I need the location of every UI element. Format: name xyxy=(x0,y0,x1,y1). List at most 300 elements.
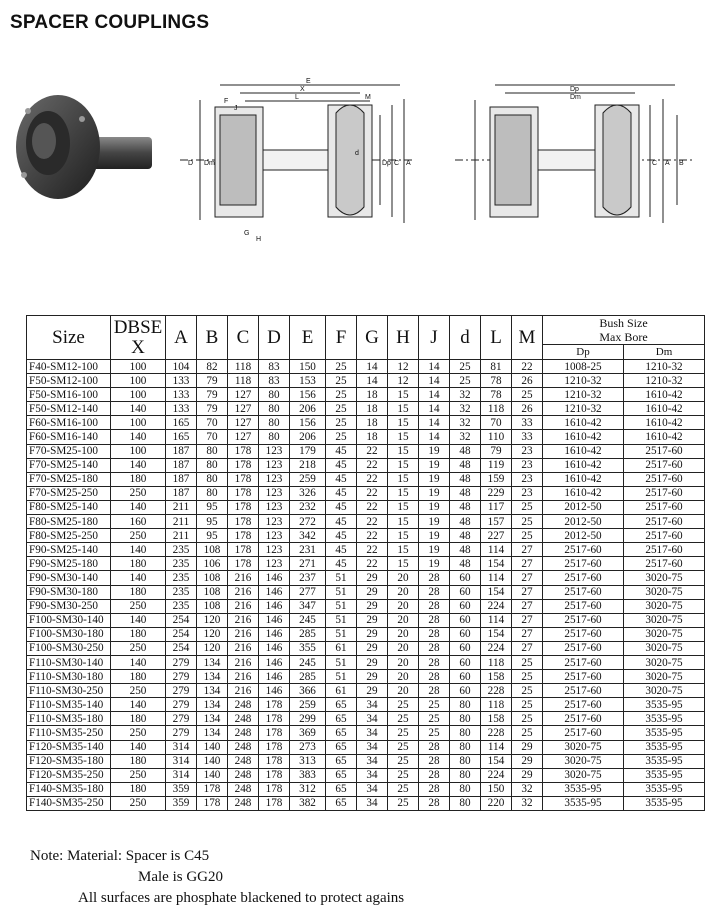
table-cell: 14 xyxy=(419,360,450,374)
table-cell: 134 xyxy=(197,655,228,669)
table-cell: 1610-42 xyxy=(624,430,705,444)
table-cell: 250 xyxy=(111,726,166,740)
table-cell: 14 xyxy=(357,374,388,388)
table-cell: 216 xyxy=(228,684,259,698)
table-cell: 216 xyxy=(228,571,259,585)
table-cell: 133 xyxy=(166,402,197,416)
table-cell: 1610-42 xyxy=(543,458,624,472)
table-cell: 106 xyxy=(197,557,228,571)
table-cell: 60 xyxy=(450,599,481,613)
table-cell: 51 xyxy=(326,613,357,627)
table-row xyxy=(27,515,705,529)
table-cell: 23 xyxy=(512,444,543,458)
table-cell: 271 xyxy=(290,557,326,571)
table-cell: 108 xyxy=(197,585,228,599)
table-cell: 19 xyxy=(419,472,450,486)
table-cell: 80 xyxy=(450,754,481,768)
table-cell: 80 xyxy=(197,444,228,458)
table-row xyxy=(27,416,705,430)
page-title: SPACER COUPLINGS xyxy=(10,12,210,33)
cell-size: F140-SM35-250 xyxy=(27,796,111,810)
table-cell: 180 xyxy=(111,712,166,726)
table-cell: 27 xyxy=(512,557,543,571)
table-cell: 28 xyxy=(419,571,450,585)
table-row xyxy=(27,627,705,641)
table-cell: 235 xyxy=(166,599,197,613)
table-cell: 2517-60 xyxy=(543,571,624,585)
table-cell: 28 xyxy=(419,655,450,669)
table-cell: 60 xyxy=(450,641,481,655)
table-cell: 3535-95 xyxy=(624,698,705,712)
table-cell: 95 xyxy=(197,500,228,514)
table-cell: 14 xyxy=(419,388,450,402)
table-cell: 65 xyxy=(326,712,357,726)
table-cell: 229 xyxy=(481,486,512,500)
table-cell: 250 xyxy=(111,684,166,698)
table-cell: 20 xyxy=(388,571,419,585)
table-cell: 123 xyxy=(259,557,290,571)
table-cell: 216 xyxy=(228,627,259,641)
table-cell: 28 xyxy=(419,782,450,796)
table-cell: 114 xyxy=(481,543,512,557)
table-cell: 3535-95 xyxy=(624,796,705,810)
table-cell: 32 xyxy=(450,402,481,416)
cell-size: F90-SM30-140 xyxy=(27,571,111,585)
table-cell: 245 xyxy=(290,613,326,627)
table-cell: 32 xyxy=(450,430,481,444)
cell-size: F140-SM35-180 xyxy=(27,782,111,796)
table-cell: 20 xyxy=(388,641,419,655)
label-dm: Dm xyxy=(204,160,215,167)
table-cell: 28 xyxy=(419,796,450,810)
table-cell: 22 xyxy=(357,557,388,571)
table-cell: 178 xyxy=(259,698,290,712)
table-cell: 25 xyxy=(326,374,357,388)
coupling-photo xyxy=(10,85,160,215)
table-cell: 123 xyxy=(259,458,290,472)
table-cell: 279 xyxy=(166,684,197,698)
table-cell: 29 xyxy=(357,571,388,585)
table-cell: 216 xyxy=(228,670,259,684)
table-cell: 180 xyxy=(111,585,166,599)
table-cell: 187 xyxy=(166,444,197,458)
table-cell: 32 xyxy=(512,796,543,810)
table-cell: 25 xyxy=(450,374,481,388)
table-cell: 248 xyxy=(228,698,259,712)
header-d: D xyxy=(259,316,290,360)
cell-size: F70-SM25-140 xyxy=(27,458,111,472)
table-cell: 206 xyxy=(290,402,326,416)
table-row xyxy=(27,402,705,416)
table-cell: 165 xyxy=(166,416,197,430)
table-row xyxy=(27,796,705,810)
table-row xyxy=(27,571,705,585)
header-l: L xyxy=(481,316,512,360)
cell-size: F50-SM12-140 xyxy=(27,402,111,416)
table-cell: 78 xyxy=(481,388,512,402)
table-cell: 25 xyxy=(512,388,543,402)
cell-size: F70-SM25-250 xyxy=(27,486,111,500)
table-cell: 2517-60 xyxy=(543,627,624,641)
table-cell: 134 xyxy=(197,712,228,726)
table-cell: 81 xyxy=(481,360,512,374)
table-cell: 285 xyxy=(290,627,326,641)
cell-size: F110-SM35-180 xyxy=(27,712,111,726)
table-cell: 48 xyxy=(450,500,481,514)
table-row xyxy=(27,529,705,543)
table-row xyxy=(27,430,705,444)
table-cell: 80 xyxy=(259,388,290,402)
table-cell: 19 xyxy=(419,515,450,529)
table-cell: 114 xyxy=(481,613,512,627)
table-cell: 3020-75 xyxy=(543,740,624,754)
table-cell: 2517-60 xyxy=(624,557,705,571)
table-cell: 29 xyxy=(357,585,388,599)
table-row xyxy=(27,740,705,754)
table-cell: 15 xyxy=(388,458,419,472)
table-cell: 254 xyxy=(166,627,197,641)
table-cell: 28 xyxy=(419,740,450,754)
table-cell: 80 xyxy=(259,402,290,416)
table-cell: 140 xyxy=(111,740,166,754)
table-cell: 19 xyxy=(419,557,450,571)
table-cell: 118 xyxy=(481,698,512,712)
label2-b: B xyxy=(679,160,684,167)
table-cell: 248 xyxy=(228,768,259,782)
table-cell: 70 xyxy=(197,416,228,430)
table-cell: 3020-75 xyxy=(624,571,705,585)
table-cell: 180 xyxy=(111,557,166,571)
table-row xyxy=(27,486,705,500)
table-cell: 140 xyxy=(111,698,166,712)
table-cell: 22 xyxy=(357,529,388,543)
table-cell: 146 xyxy=(259,599,290,613)
table-cell: 227 xyxy=(481,529,512,543)
table-cell: 33 xyxy=(512,430,543,444)
table-cell: 248 xyxy=(228,740,259,754)
table-cell: 216 xyxy=(228,641,259,655)
table-cell: 65 xyxy=(326,768,357,782)
table-cell: 2517-60 xyxy=(543,599,624,613)
table-cell: 180 xyxy=(111,782,166,796)
table-cell: 29 xyxy=(357,599,388,613)
table-cell: 216 xyxy=(228,599,259,613)
table-cell: 154 xyxy=(481,557,512,571)
table-cell: 25 xyxy=(512,500,543,514)
table-cell: 25 xyxy=(388,712,419,726)
cell-size: F60-SM16-140 xyxy=(27,430,111,444)
table-cell: 140 xyxy=(111,458,166,472)
table-cell: 104 xyxy=(166,360,197,374)
table-cell: 19 xyxy=(419,444,450,458)
table-cell: 272 xyxy=(290,515,326,529)
table-cell: 326 xyxy=(290,486,326,500)
table-cell: 95 xyxy=(197,529,228,543)
table-cell: 245 xyxy=(290,655,326,669)
table-cell: 45 xyxy=(326,557,357,571)
table-cell: 100 xyxy=(111,444,166,458)
table-cell: 118 xyxy=(481,402,512,416)
table-cell: 15 xyxy=(388,515,419,529)
table-cell: 25 xyxy=(388,698,419,712)
table-cell: 79 xyxy=(481,444,512,458)
table-cell: 25 xyxy=(512,726,543,740)
table-cell: 158 xyxy=(481,712,512,726)
table-cell: 216 xyxy=(228,655,259,669)
table-cell: 3535-95 xyxy=(624,740,705,754)
table-cell: 118 xyxy=(481,655,512,669)
table-cell: 20 xyxy=(388,599,419,613)
table-cell: 114 xyxy=(481,571,512,585)
table-cell: 3020-75 xyxy=(624,613,705,627)
cell-size: F120-SM35-180 xyxy=(27,754,111,768)
table-cell: 22 xyxy=(357,472,388,486)
cell-size: F110-SM35-250 xyxy=(27,726,111,740)
table-row xyxy=(27,557,705,571)
table-cell: 25 xyxy=(388,740,419,754)
cell-size: F70-SM25-100 xyxy=(27,444,111,458)
cell-size: F100-SM30-140 xyxy=(27,613,111,627)
table-cell: 220 xyxy=(481,796,512,810)
table-cell: 22 xyxy=(512,360,543,374)
table-cell: 279 xyxy=(166,712,197,726)
table-cell: 108 xyxy=(197,571,228,585)
table-cell: 34 xyxy=(357,698,388,712)
label-h: H xyxy=(256,236,262,243)
table-cell: 65 xyxy=(326,754,357,768)
table-cell: 18 xyxy=(357,416,388,430)
table-cell: 250 xyxy=(111,641,166,655)
table-row xyxy=(27,613,705,627)
table-cell: 273 xyxy=(290,740,326,754)
cell-size: F50-SM16-100 xyxy=(27,388,111,402)
table-cell: 228 xyxy=(481,684,512,698)
table-cell: 20 xyxy=(388,613,419,627)
table-cell: 146 xyxy=(259,641,290,655)
cell-size: F110-SM30-140 xyxy=(27,655,111,669)
table-row xyxy=(27,684,705,698)
table-cell: 15 xyxy=(388,388,419,402)
table-cell: 15 xyxy=(388,529,419,543)
label-f: F xyxy=(224,98,229,105)
table-cell: 3535-95 xyxy=(624,726,705,740)
table-cell: 3020-75 xyxy=(624,599,705,613)
table-cell: 1008-25 xyxy=(543,360,624,374)
header-h: H xyxy=(388,316,419,360)
table-cell: 19 xyxy=(419,529,450,543)
table-cell: 134 xyxy=(197,726,228,740)
table-cell: 20 xyxy=(388,655,419,669)
table-cell: 28 xyxy=(419,754,450,768)
header-f: F xyxy=(326,316,357,360)
table-cell: 1210-32 xyxy=(624,374,705,388)
table-cell: 224 xyxy=(481,768,512,782)
table-row xyxy=(27,500,705,514)
table-cell: 51 xyxy=(326,599,357,613)
table-cell: 369 xyxy=(290,726,326,740)
table-cell: 14 xyxy=(419,374,450,388)
label-j: J xyxy=(234,105,238,112)
table-cell: 2517-60 xyxy=(624,444,705,458)
table-cell: 140 xyxy=(111,655,166,669)
table-cell: 79 xyxy=(197,402,228,416)
table-row xyxy=(27,698,705,712)
table-cell: 178 xyxy=(228,557,259,571)
table-row xyxy=(27,458,705,472)
table-cell: 23 xyxy=(512,486,543,500)
table-cell: 15 xyxy=(388,543,419,557)
table-cell: 65 xyxy=(326,740,357,754)
table-cell: 15 xyxy=(388,430,419,444)
table-cell: 216 xyxy=(228,613,259,627)
table-cell: 34 xyxy=(357,726,388,740)
table-cell: 146 xyxy=(259,670,290,684)
table-cell: 228 xyxy=(481,726,512,740)
table-cell: 279 xyxy=(166,726,197,740)
table-cell: 26 xyxy=(512,374,543,388)
table-cell: 146 xyxy=(259,613,290,627)
table-cell: 27 xyxy=(512,599,543,613)
table-cell: 3535-95 xyxy=(543,782,624,796)
table-cell: 248 xyxy=(228,796,259,810)
table-cell: 25 xyxy=(326,416,357,430)
header-bush-size: Bush Size Max Bore xyxy=(543,316,705,345)
table-cell: 80 xyxy=(450,782,481,796)
table-cell: 22 xyxy=(357,543,388,557)
table-cell: 34 xyxy=(357,712,388,726)
table-cell: 133 xyxy=(166,388,197,402)
table-cell: 28 xyxy=(419,684,450,698)
table-cell: 61 xyxy=(326,641,357,655)
table-cell: 127 xyxy=(228,388,259,402)
table-cell: 45 xyxy=(326,515,357,529)
table-cell: 2517-60 xyxy=(543,585,624,599)
table-row xyxy=(27,726,705,740)
table-cell: 25 xyxy=(512,670,543,684)
table-cell: 114 xyxy=(481,740,512,754)
table-cell: 178 xyxy=(259,782,290,796)
label-l: L xyxy=(295,94,299,101)
table-cell: 154 xyxy=(481,754,512,768)
table-cell: 25 xyxy=(512,515,543,529)
table-cell: 254 xyxy=(166,613,197,627)
table-cell: 60 xyxy=(450,613,481,627)
table-cell: 146 xyxy=(259,655,290,669)
table-row xyxy=(27,543,705,557)
table-cell: 28 xyxy=(419,627,450,641)
table-cell: 359 xyxy=(166,782,197,796)
table-cell: 154 xyxy=(481,627,512,641)
table-cell: 48 xyxy=(450,472,481,486)
table-cell: 123 xyxy=(259,529,290,543)
table-cell: 60 xyxy=(450,670,481,684)
table-cell: 1610-42 xyxy=(543,444,624,458)
table-cell: 100 xyxy=(111,416,166,430)
header-dbse: DBSE X xyxy=(111,316,166,360)
table-cell: 117 xyxy=(481,500,512,514)
table-cell: 178 xyxy=(197,782,228,796)
table-cell: 25 xyxy=(326,360,357,374)
table-cell: 157 xyxy=(481,515,512,529)
table-cell: 248 xyxy=(228,712,259,726)
table-cell: 2517-60 xyxy=(543,557,624,571)
label-dd: D xyxy=(188,160,194,167)
table-cell: 178 xyxy=(228,529,259,543)
diagram-cross-section-1 xyxy=(160,75,430,245)
label-dp: Dp xyxy=(382,160,391,167)
table-cell: 123 xyxy=(259,444,290,458)
table-cell: 178 xyxy=(259,796,290,810)
table-cell: 3020-75 xyxy=(624,684,705,698)
table-cell: 27 xyxy=(512,613,543,627)
table-cell: 140 xyxy=(111,543,166,557)
table-cell: 314 xyxy=(166,740,197,754)
table-cell: 178 xyxy=(197,796,228,810)
table-cell: 165 xyxy=(166,430,197,444)
table-cell: 26 xyxy=(512,402,543,416)
cell-size: F90-SM25-180 xyxy=(27,557,111,571)
table-cell: 134 xyxy=(197,670,228,684)
table-cell: 259 xyxy=(290,698,326,712)
table-cell: 3020-75 xyxy=(543,768,624,782)
table-cell: 123 xyxy=(259,486,290,500)
table-cell: 2012-50 xyxy=(543,515,624,529)
table-cell: 127 xyxy=(228,430,259,444)
table-cell: 29 xyxy=(357,670,388,684)
table-cell: 285 xyxy=(290,670,326,684)
table-cell: 187 xyxy=(166,458,197,472)
table-cell: 20 xyxy=(388,585,419,599)
diagram-cross-section-2 xyxy=(445,75,705,245)
table-cell: 156 xyxy=(290,388,326,402)
table-cell: 140 xyxy=(197,768,228,782)
header-small-d: d xyxy=(450,316,481,360)
table-cell: 235 xyxy=(166,543,197,557)
table-cell: 1210-32 xyxy=(624,360,705,374)
table-cell: 82 xyxy=(197,360,228,374)
table-cell: 140 xyxy=(197,740,228,754)
table-cell: 2517-60 xyxy=(624,500,705,514)
table-cell: 3020-75 xyxy=(624,627,705,641)
table-cell: 146 xyxy=(259,585,290,599)
table-cell: 25 xyxy=(388,726,419,740)
table-cell: 254 xyxy=(166,641,197,655)
table-cell: 48 xyxy=(450,458,481,472)
table-cell: 127 xyxy=(228,402,259,416)
table-cell: 178 xyxy=(228,458,259,472)
table-cell: 100 xyxy=(111,360,166,374)
table-cell: 146 xyxy=(259,684,290,698)
table-cell: 29 xyxy=(357,641,388,655)
table-cell: 314 xyxy=(166,754,197,768)
table-cell: 1210-32 xyxy=(543,388,624,402)
table-cell: 2517-60 xyxy=(624,515,705,529)
header-dp: Dp xyxy=(543,345,624,360)
table-cell: 48 xyxy=(450,529,481,543)
cell-size: F90-SM30-180 xyxy=(27,585,111,599)
table-cell: 235 xyxy=(166,585,197,599)
table-cell: 15 xyxy=(388,444,419,458)
header-a: A xyxy=(166,316,197,360)
table-cell: 22 xyxy=(357,515,388,529)
table-cell: 108 xyxy=(197,599,228,613)
table-cell: 140 xyxy=(111,571,166,585)
table-cell: 2517-60 xyxy=(543,698,624,712)
table-cell: 22 xyxy=(357,500,388,514)
table-cell: 48 xyxy=(450,444,481,458)
cell-size: F60-SM16-100 xyxy=(27,416,111,430)
table-cell: 2517-60 xyxy=(624,472,705,486)
